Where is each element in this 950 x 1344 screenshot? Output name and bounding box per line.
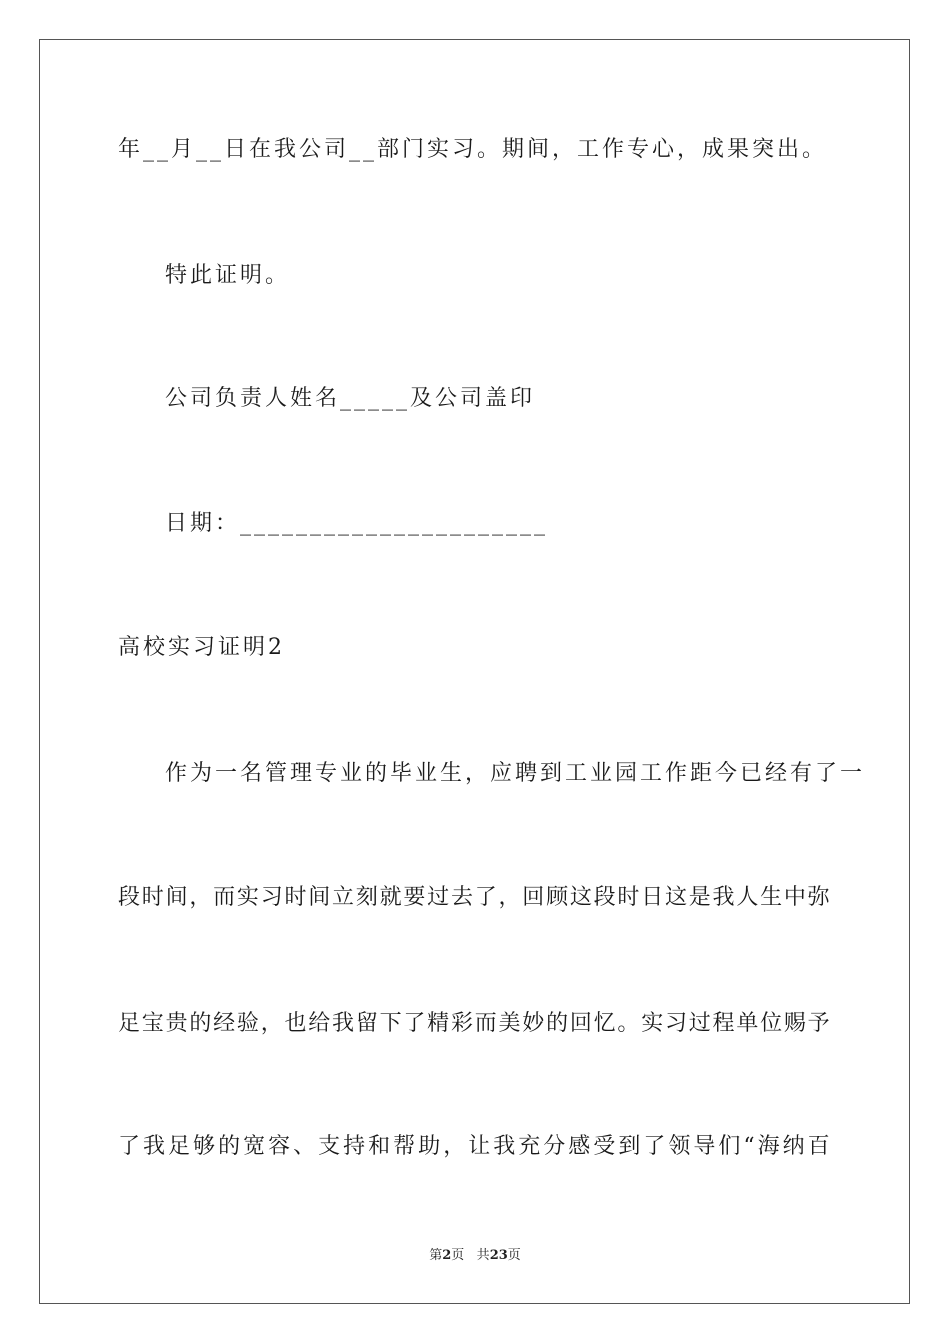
page-number: 2 xyxy=(442,1248,452,1263)
total-suffix: 页 xyxy=(507,1248,521,1263)
paragraph-line-1: 作为一名管理专业的毕业生，应聘到工业园工作距今已经有了一 xyxy=(165,761,866,786)
page-prefix: 第 xyxy=(429,1248,443,1263)
certificate-closing: 特此证明。 xyxy=(165,263,291,288)
paragraph-line-2: 段 时 间 ， 而 实 习 时 间 立 刻 就 要 过 去 了 ， 回 顾 这 段 时 日 这 是 我 人 生 中 弥 xyxy=(118,885,830,910)
date-line: 日期：______________________ xyxy=(165,511,549,536)
certificate-body-line: 年__月__日在我公司__部门实习。期间，工作专心，成果突出。 xyxy=(118,137,828,162)
section-heading: 高校实习证明2 xyxy=(118,635,285,660)
signature-line: 公司负责人姓名_____及公司盖印 xyxy=(165,386,536,411)
page-suffix: 页 xyxy=(451,1248,465,1263)
total-prefix: 共 xyxy=(476,1248,490,1263)
paragraph-line-4: 了 我 足 够 的 宽 容 、 支 持 和 帮 助 ， 让 我 充 分 感 受 到 了 领 导 们 “ 海 纳 百 xyxy=(118,1134,830,1159)
page-total: 23 xyxy=(489,1248,508,1263)
page-footer xyxy=(0,1247,950,1265)
paragraph-line-3: 足 宝 贵 的 经 验 ， 也 给 我 留 下 了 精 彩 而 美 妙 的 回 忆 。 实 习 过 程 单 位 赐 予 xyxy=(118,1011,830,1036)
page-border xyxy=(39,39,910,1304)
